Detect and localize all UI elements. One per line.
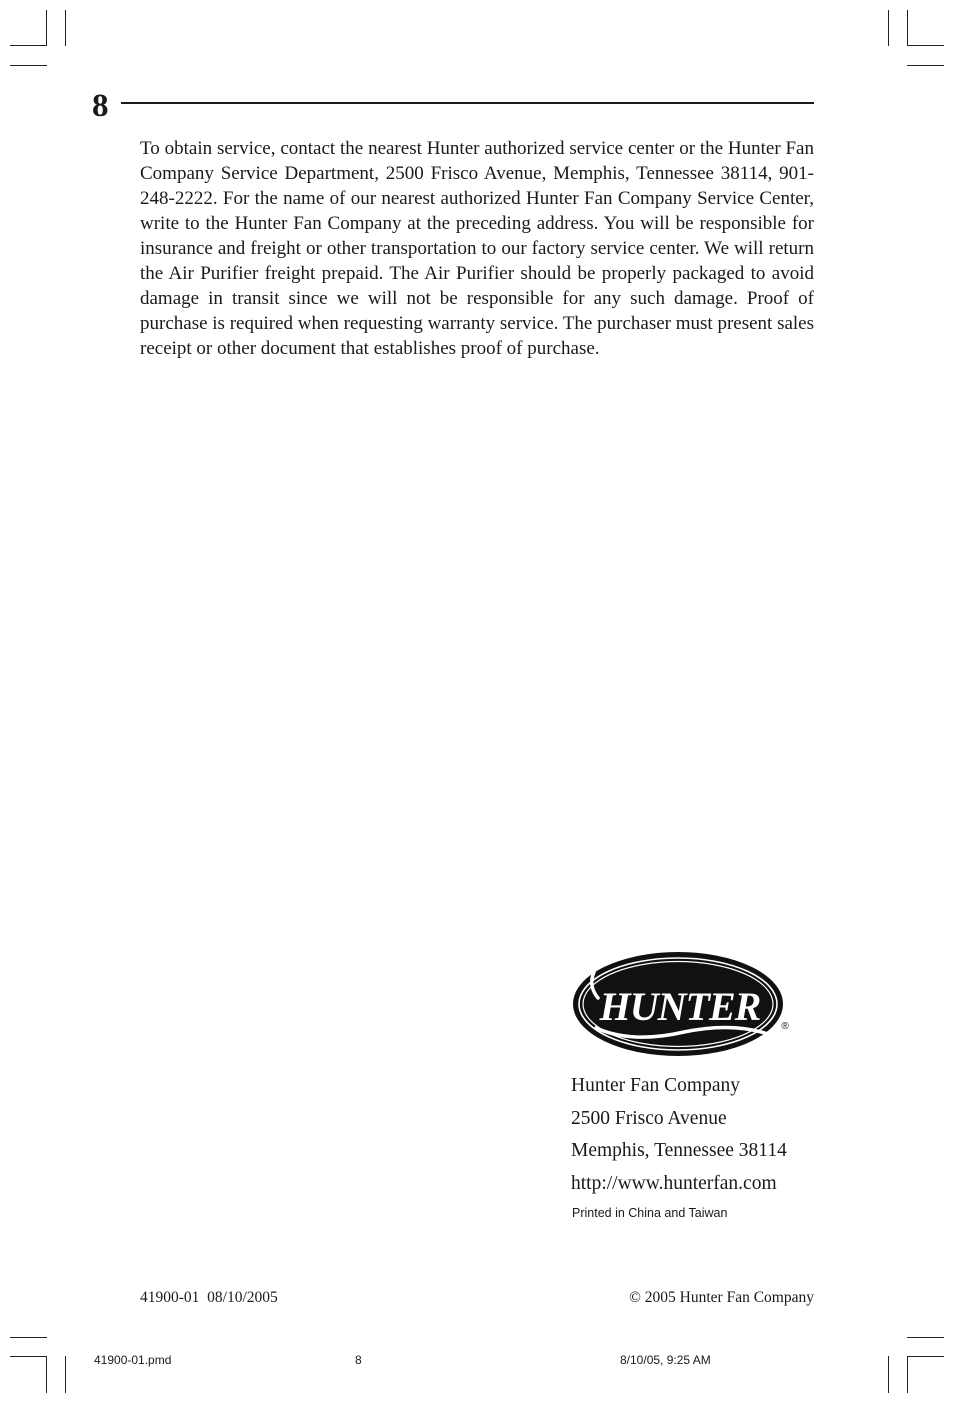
crop-mark bbox=[10, 65, 47, 66]
website-link[interactable]: http://www.hunterfan.com bbox=[571, 1172, 777, 1194]
crop-mark bbox=[907, 1356, 944, 1357]
company-name: Hunter Fan Company bbox=[571, 1075, 740, 1096]
crop-mark bbox=[46, 10, 47, 46]
printed-in-note: Printed in China and Taiwan bbox=[572, 1206, 728, 1220]
document-code: 41900-01 08/10/2005 bbox=[140, 1289, 278, 1306]
crop-mark bbox=[907, 45, 944, 46]
crop-mark bbox=[65, 1356, 66, 1393]
hunter-logo bbox=[572, 950, 794, 1060]
crop-mark bbox=[888, 1356, 889, 1393]
crop-mark bbox=[10, 1356, 47, 1357]
crop-mark bbox=[65, 10, 66, 46]
crop-mark bbox=[907, 1337, 944, 1338]
crop-mark bbox=[888, 10, 889, 46]
city-state-zip: Memphis, Tennessee 38114 bbox=[571, 1140, 787, 1161]
page-number: 8 bbox=[92, 88, 109, 124]
logo-wordmark: HUNTER bbox=[599, 984, 761, 1029]
slug-page: 8 bbox=[355, 1353, 362, 1367]
street-address: 2500 Frisco Avenue bbox=[571, 1107, 727, 1129]
header-rule bbox=[121, 102, 814, 104]
crop-mark bbox=[10, 1337, 47, 1338]
slug-filename: 41900-01.pmd bbox=[94, 1353, 172, 1367]
crop-mark bbox=[907, 10, 908, 46]
slug-timestamp: 8/10/05, 9:25 AM bbox=[620, 1353, 711, 1367]
company-address bbox=[571, 1070, 787, 1200]
crop-mark bbox=[10, 45, 47, 46]
crop-mark bbox=[46, 1356, 47, 1393]
crop-mark bbox=[907, 1356, 908, 1393]
crop-mark bbox=[907, 65, 944, 66]
warranty-service-paragraph: To obtain service, contact the nearest Hunter authorized service center or the Hunter Fan Company Service Department, 2500 Frisco Avenue, Memphis, Tennessee 38114, 901-248-2222. For the name of our nearest authorized Hunter Fan Company Service Center, write to the Hunter Fan Company at the preceding address. You will be responsible for insurance and freight or other transportation to our factory service center. We will return the Air Purifier freight prepaid. The Air Purifier should be properly packaged to avoid damage in transit since we will not be responsible for any such damage. Proof of purchase is required when requesting warranty service. The purchaser must present sales receipt or other document that establishes proof of purchase. bbox=[140, 138, 814, 359]
registered-mark: ® bbox=[781, 1021, 789, 1032]
copyright-notice: © 2005 Hunter Fan Company bbox=[629, 1289, 814, 1306]
